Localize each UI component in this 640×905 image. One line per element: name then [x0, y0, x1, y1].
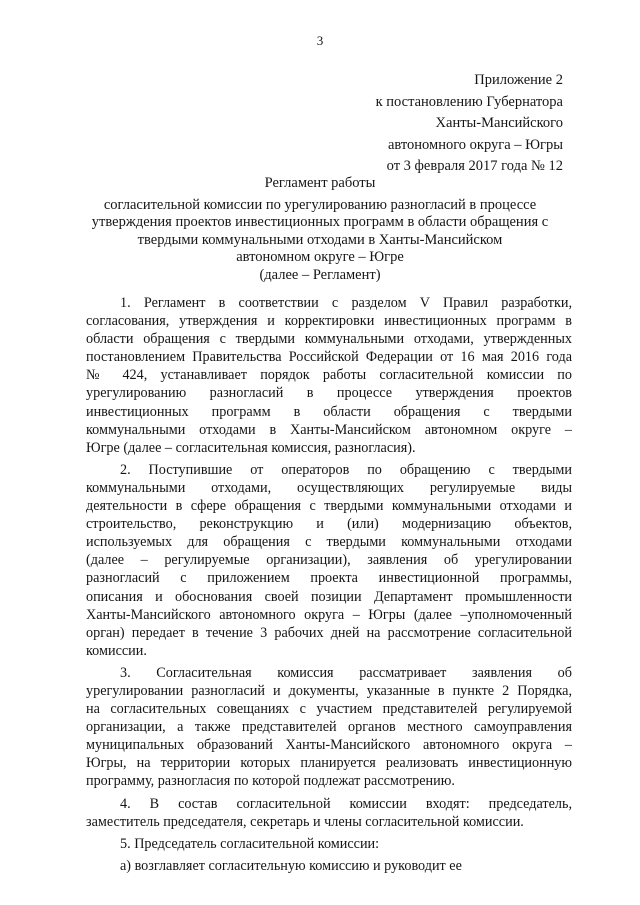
paragraph [86, 294, 572, 457]
title-line: Регламент работы [264, 175, 376, 191]
document-title [0, 175, 640, 284]
paragraph-line: (далее – регулируемые организации), заявления об урегулировании [86, 552, 572, 569]
paragraph-line: согласования, утверждения и корректировки инвестиционных программ в [86, 313, 572, 330]
paragraph-line: № 424, устанавливает порядок работы согласительной комиссии по [86, 367, 572, 384]
paragraph-line: 5. Председатель согласительной комиссии: [120, 835, 380, 852]
paragraph-line: деятельности в сфере обращения с твердыми коммунальными отходами и [86, 498, 572, 515]
paragraph-line: организации, а также представителей органов местного самоуправления [86, 719, 572, 736]
paragraph [86, 857, 572, 875]
regulation-body [86, 294, 572, 879]
paragraph [86, 664, 572, 791]
paragraph-line: Югре (далее – согласительная комиссия, разногласия). [86, 439, 416, 456]
paragraph-line: 3. Согласительная комиссия рассматривает заявления об [120, 664, 572, 681]
appendix-line: от 3 февраля 2017 года № 12 [386, 158, 563, 174]
title-line: автономном округе – Югре [236, 249, 404, 265]
paragraph-line: области обращения с твердыми коммунальными отходами, утвержденных [86, 331, 572, 348]
paragraph-line: 4. В состав согласительной комиссии входят: председатель, [120, 795, 572, 812]
paragraph [86, 835, 572, 853]
title-line: утверждения проектов инвестиционных программ в области обращения с [91, 214, 549, 230]
paragraph-line: заместитель председателя, секретарь и члены согласительной комиссии. [86, 813, 524, 830]
paragraph-line: на согласительных совещаниях с участием представителей регулируемой [86, 701, 572, 718]
appendix-header [376, 70, 563, 178]
paragraph-line: урегулировании разногласий и документы, указанные в пункте 2 Порядка, [86, 682, 572, 699]
page-number: 3 [316, 33, 324, 48]
appendix-line: Ханты-Мансийского [435, 115, 563, 131]
paragraph [86, 461, 572, 660]
paragraph-line: разногласий с приложением проекта инвестиционной программы, [86, 570, 572, 587]
paragraph-line: коммунальными отходами в Ханты-Мансийском автономном округе – [86, 421, 572, 438]
paragraph-line: Ханты-Мансийского автономного округа – Югры (далее –уполномоченный [86, 606, 572, 623]
paragraph-line: 1. Регламент в соответствии с разделом V Правил разработки, [120, 295, 572, 311]
appendix-line: автономного округа – Югры [387, 136, 563, 153]
paragraph-line: строительство, реконструкцию и (или) модернизацию объектов, [86, 516, 572, 533]
paragraph-line: инвестиционных программ в области обращения с твердыми [86, 403, 572, 420]
title-line: твердыми коммунальными отходами в Ханты-Мансийском [137, 231, 503, 248]
paragraph-line: муниципальных образований Ханты-Мансийского автономного округа – [86, 737, 572, 754]
paragraph-line: программу, разногласия по которой подлежат рассмотрению. [86, 773, 455, 790]
paragraph-line: постановлением Правительства Российской Федерации от 16 мая 2016 года [86, 349, 572, 366]
paragraph-line: урегулированию разногласий в процессе утверждения проектов [86, 385, 572, 402]
paragraph-line: орган) передает в течение 3 рабочих дней на рассмотрение согласительной [86, 624, 572, 641]
title-line: согласительной комиссии по урегулированию разногласий в процессе [103, 196, 537, 213]
paragraph [86, 795, 572, 831]
paragraph-line: коммунальными отходами, осуществляющих регулируемые виды [86, 479, 572, 496]
paragraph-line: а) возглавляет согласительную комиссию и руководит ее [120, 857, 462, 874]
paragraph-line: используемых для обращения с твердыми коммунальными отходами [86, 534, 572, 551]
paragraph-line: описания и обоснования своей позиции Департамент промышленности [86, 588, 572, 605]
paragraph-line: 2. Поступившие от операторов по обращению с твердыми [120, 461, 572, 478]
title-line: (далее – Регламент) [259, 266, 381, 283]
appendix-line: к постановлению Губернатора [375, 93, 563, 110]
appendix-line: Приложение 2 [474, 72, 563, 88]
paragraph-line: Югры, на территории которых планируется реализовать инвестиционную [86, 755, 572, 772]
paragraph-line: комиссии. [86, 642, 147, 659]
